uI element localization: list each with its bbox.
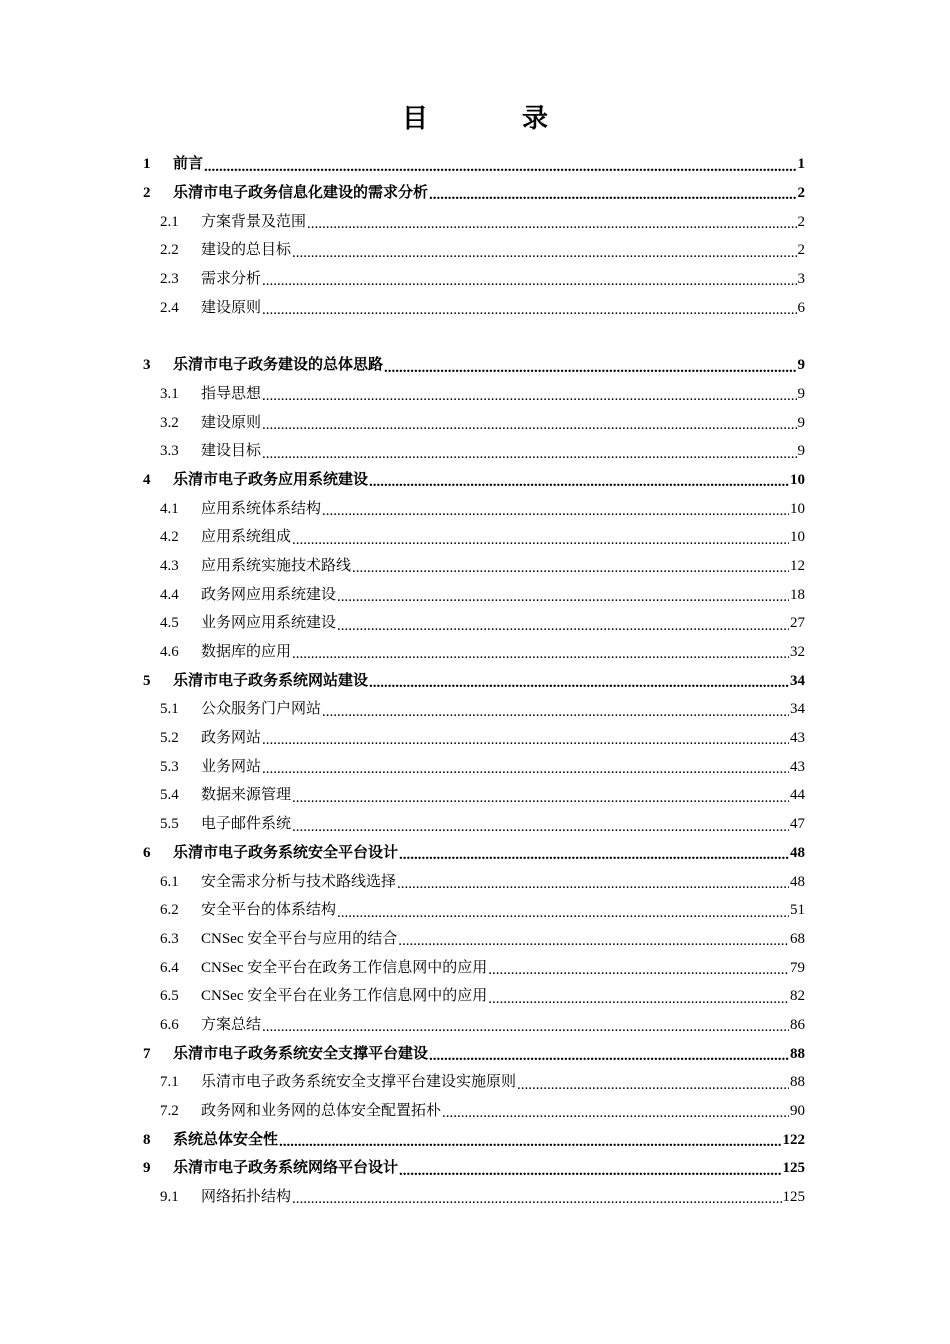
toc-entry-page: 9 [797, 357, 805, 374]
toc-entry-label: 建设原则 [201, 299, 262, 316]
toc-entry-page: 10 [790, 529, 805, 546]
toc-entry-number: 1 [143, 156, 151, 173]
toc-dot-leader [517, 1079, 789, 1097]
toc-entry[interactable] [143, 695, 805, 724]
toc-entry[interactable] [143, 466, 805, 495]
toc-entry[interactable] [143, 1039, 805, 1068]
toc-entry[interactable] [143, 293, 805, 322]
toc-dot-leader [322, 706, 789, 724]
toc-entry-label: 应用系统体系结构 [201, 500, 322, 517]
toc-entry-label: 乐清市电子政务系统安全平台设计 [173, 844, 399, 861]
toc-entry-label: 业务网应用系统建设 [201, 615, 337, 632]
toc-entry-number: 5.1 [160, 701, 179, 718]
toc-entry-page: 12 [790, 557, 805, 574]
toc-entry[interactable] [143, 896, 805, 925]
toc-entry-label: 方案总结 [201, 1016, 262, 1033]
toc-dot-leader [262, 763, 789, 781]
toc-entry-page: 6 [797, 299, 805, 316]
toc-dot-leader [292, 648, 789, 666]
toc-entry[interactable] [143, 552, 805, 581]
toc-dot-leader [262, 304, 796, 322]
toc-entry-number: 6.6 [160, 1016, 179, 1033]
toc-entry[interactable] [143, 380, 805, 409]
toc-entry-page: 9 [797, 385, 805, 402]
toc-entry-label: 政务网应用系统建设 [201, 586, 337, 603]
toc-entry-label: 公众服务门户网站 [201, 701, 322, 718]
toc-dot-leader [488, 964, 789, 982]
toc-entry-page: 90 [790, 1103, 805, 1120]
toc-entry-page: 44 [790, 787, 805, 804]
toc-entry-label: 业务网站 [201, 758, 262, 775]
toc-dot-leader [262, 390, 796, 408]
toc-entry[interactable] [143, 580, 805, 609]
toc-entry[interactable] [143, 638, 805, 667]
toc-dot-leader [399, 1165, 781, 1183]
toc-entry-label: 网络拓扑结构 [201, 1189, 292, 1206]
toc-entry-label: 乐清市电子政务建设的总体思路 [173, 357, 384, 374]
page-title: 目 录 [401, 104, 582, 133]
toc-entry-label: 系统总体安全性 [173, 1131, 279, 1148]
toc-entry[interactable] [143, 408, 805, 437]
toc-dot-leader [292, 1193, 781, 1211]
toc-entry-page: 47 [790, 816, 805, 833]
toc-entry-page: 125 [782, 1189, 805, 1206]
toc-entry-label: 数据来源管理 [201, 787, 292, 804]
toc-entry[interactable] [143, 437, 805, 466]
toc-dot-leader [204, 161, 796, 179]
toc-entry-number: 5.4 [160, 787, 179, 804]
toc-dot-leader [262, 419, 796, 437]
toc-entry-page: 3 [797, 271, 805, 288]
toc-entry-label: 政务网和业务网的总体安全配置拓朴 [201, 1103, 442, 1120]
toc-entry[interactable] [143, 1011, 805, 1040]
toc-entry-page: 43 [790, 758, 805, 775]
toc-entry-number: 3.2 [160, 414, 179, 431]
toc-entry-number: 5.2 [160, 730, 179, 747]
toc-dot-leader [262, 1021, 789, 1039]
toc-dot-leader [307, 218, 796, 236]
toc-entry[interactable] [143, 265, 805, 294]
toc-entry[interactable] [143, 781, 805, 810]
toc-entry-page: 27 [790, 615, 805, 632]
toc-entry-number: 6.1 [160, 873, 179, 890]
toc-dot-leader [398, 935, 789, 953]
toc-dot-leader [429, 189, 796, 207]
toc-entry-number: 4.1 [160, 500, 179, 517]
toc-entry-label: CNSec 安全平台与应用的结合 [201, 930, 398, 947]
toc-entry[interactable] [143, 724, 805, 753]
toc-entry-number: 4.2 [160, 529, 179, 546]
toc-entry-number: 4.5 [160, 615, 179, 632]
toc-entry-label: 安全平台的体系结构 [201, 902, 337, 919]
toc-entry-page: 43 [790, 730, 805, 747]
toc-entry-page: 122 [782, 1131, 805, 1148]
toc-dot-leader [337, 591, 789, 609]
toc-entry-page: 88 [790, 1045, 805, 1062]
toc-entry-number: 2.2 [160, 242, 179, 259]
toc-entry-number: 9 [143, 1160, 151, 1177]
toc-entry-number: 6.3 [160, 930, 179, 947]
toc-entry-number: 6.5 [160, 988, 179, 1005]
toc-dot-leader [337, 907, 789, 925]
toc-entry[interactable] [143, 752, 805, 781]
toc-entry-number: 6 [143, 844, 151, 861]
toc-entry-number: 7.1 [160, 1074, 179, 1091]
toc-entry-label: 乐清市电子政务信息化建设的需求分析 [173, 185, 429, 202]
toc-entry-number: 2.1 [160, 213, 179, 230]
toc-entry-page: 2 [797, 242, 805, 259]
toc-entry-number: 5 [143, 672, 151, 689]
toc-entry-number: 4.4 [160, 586, 179, 603]
toc-dot-leader [292, 247, 796, 265]
toc-dot-leader [384, 362, 796, 380]
toc-entry[interactable] [143, 1068, 805, 1097]
toc-dot-leader [399, 849, 789, 867]
toc-entry-label: 数据库的应用 [201, 644, 292, 661]
toc-entry[interactable] [143, 351, 805, 380]
toc-entry-page: 34 [790, 701, 805, 718]
toc-entry-label: 乐清市电子政务系统安全支撑平台建设 [173, 1045, 429, 1062]
toc-entry[interactable] [143, 867, 805, 896]
toc-entry[interactable] [143, 179, 805, 208]
toc-dot-leader [292, 792, 789, 810]
toc-entry[interactable] [143, 523, 805, 552]
toc-entry[interactable] [143, 666, 805, 695]
toc-entry-label: 乐清市电子政务应用系统建设 [173, 471, 369, 488]
toc-entry[interactable] [143, 494, 805, 523]
toc-entry-number: 3.3 [160, 443, 179, 460]
toc-dot-leader [262, 275, 796, 293]
toc-entry[interactable] [143, 1183, 805, 1212]
toc-dot-leader [262, 734, 789, 752]
toc-entry-label: 乐清市电子政务系统网站建设 [173, 672, 369, 689]
toc-entry-page: 1 [797, 156, 805, 173]
toc-dot-leader [337, 620, 789, 638]
toc-entry-number: 4 [143, 471, 151, 488]
toc-entry-number: 6.2 [160, 902, 179, 919]
toc-entry-page: 125 [782, 1160, 805, 1177]
toc-dot-leader [262, 448, 796, 466]
toc-entry-number: 2 [143, 185, 151, 202]
toc-entry-label: 前言 [173, 156, 204, 173]
toc-entry-label: 电子邮件系统 [201, 816, 292, 833]
toc-dot-leader [279, 1136, 781, 1154]
toc-entry[interactable] [143, 953, 805, 982]
toc-entry-page: 18 [790, 586, 805, 603]
toc-dot-leader [352, 562, 789, 580]
toc-entry-number: 2.3 [160, 271, 179, 288]
toc-entry-number: 5.5 [160, 816, 179, 833]
table-of-contents [143, 150, 805, 1211]
toc-entry-page: 10 [790, 500, 805, 517]
toc-entry[interactable] [143, 1125, 805, 1154]
toc-entry[interactable] [143, 1154, 805, 1183]
toc-entry[interactable] [143, 150, 805, 179]
toc-entry-label: 乐清市电子政务系统网络平台设计 [173, 1160, 399, 1177]
toc-entry-page: 10 [790, 471, 805, 488]
toc-entry-page: 68 [790, 930, 805, 947]
toc-entry-page: 34 [790, 672, 805, 689]
toc-entry-label: 建设的总目标 [201, 242, 292, 259]
toc-entry-label: 建设目标 [201, 443, 262, 460]
toc-entry-number: 8 [143, 1131, 151, 1148]
toc-entry-number: 9.1 [160, 1189, 179, 1206]
toc-dot-leader [442, 1107, 789, 1125]
toc-entry-label: 需求分析 [201, 271, 262, 288]
toc-entry-label: CNSec 安全平台在业务工作信息网中的应用 [201, 988, 488, 1005]
toc-entry[interactable] [143, 839, 805, 868]
toc-dot-leader [429, 1050, 789, 1068]
toc-entry-number: 7 [143, 1045, 151, 1062]
toc-entry-page: 51 [790, 902, 805, 919]
toc-entry-label: 指导思想 [201, 385, 262, 402]
toc-entry-number: 4.3 [160, 557, 179, 574]
toc-entry-page: 86 [790, 1016, 805, 1033]
toc-dot-leader [322, 505, 789, 523]
toc-entry-page: 48 [790, 873, 805, 890]
toc-entry-label: 建设原则 [201, 414, 262, 431]
toc-dot-leader [488, 993, 789, 1011]
toc-entry-label: CNSec 安全平台在政务工作信息网中的应用 [201, 959, 488, 976]
toc-entry[interactable] [143, 1097, 805, 1126]
toc-entry-page: 82 [790, 988, 805, 1005]
toc-entry-number: 4.6 [160, 644, 179, 661]
toc-entry-number: 7.2 [160, 1103, 179, 1120]
toc-entry[interactable] [143, 982, 805, 1011]
toc-entry-page: 48 [790, 844, 805, 861]
toc-dot-leader [397, 878, 789, 896]
toc-dot-leader [292, 534, 789, 552]
toc-dot-leader [292, 821, 789, 839]
toc-entry-page: 88 [790, 1074, 805, 1091]
toc-entry-number: 3.1 [160, 385, 179, 402]
toc-entry[interactable] [143, 925, 805, 954]
toc-entry-page: 2 [797, 213, 805, 230]
toc-entry-number: 5.3 [160, 758, 179, 775]
toc-entry-label: 方案背景及范围 [201, 213, 307, 230]
toc-entry-label: 应用系统实施技术路线 [201, 557, 352, 574]
toc-entry-number: 3 [143, 357, 151, 374]
toc-entry-page: 9 [797, 443, 805, 460]
toc-entry-label: 应用系统组成 [201, 529, 292, 546]
toc-entry[interactable] [143, 810, 805, 839]
toc-entry-label: 乐清市电子政务系统安全支撑平台建设实施原则 [201, 1074, 517, 1091]
toc-entry-label: 安全需求分析与技术路线选择 [201, 873, 397, 890]
toc-dot-leader [369, 476, 789, 494]
toc-dot-leader [369, 677, 789, 695]
toc-entry-page: 9 [797, 414, 805, 431]
toc-entry-number: 6.4 [160, 959, 179, 976]
toc-entry-label: 政务网站 [201, 730, 262, 747]
toc-entry[interactable] [143, 609, 805, 638]
toc-entry-page: 32 [790, 644, 805, 661]
toc-entry-page: 2 [797, 185, 805, 202]
toc-entry-number: 2.4 [160, 299, 179, 316]
toc-entry[interactable] [143, 236, 805, 265]
toc-entry-page: 79 [790, 959, 805, 976]
toc-entry[interactable] [143, 207, 805, 236]
